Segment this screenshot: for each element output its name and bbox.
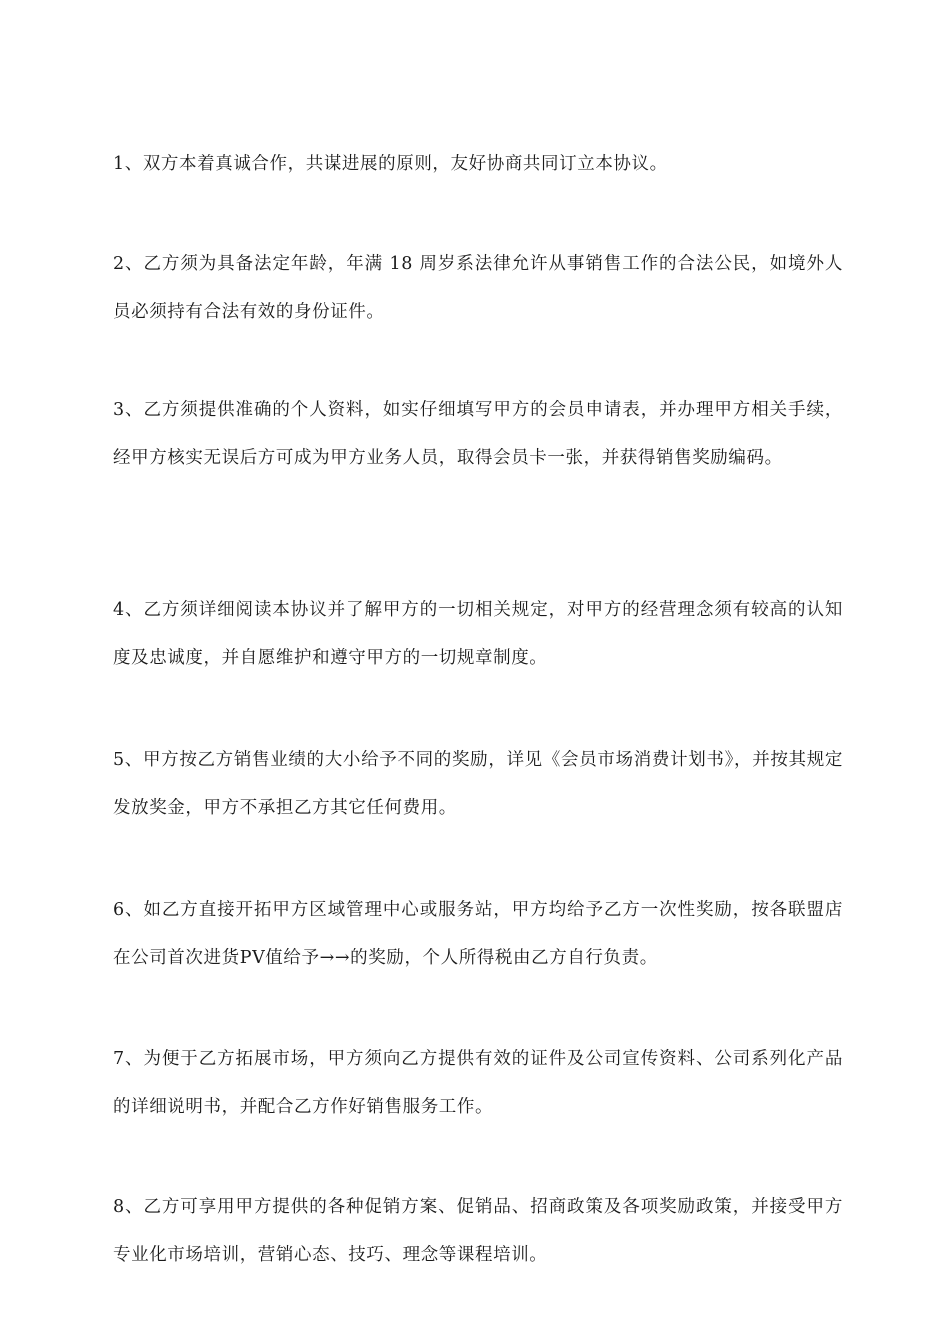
clause-3: 3、乙方须提供准确的个人资料，如实仔细填写甲方的会员申请表，并办理甲方相关手续，经甲方核实无误后方可成为甲方业务人员，取得会员卡一张，并获得销售奖励编码。 xyxy=(113,400,843,468)
clause-6: 6、如乙方直接开拓甲方区域管理中心或服务站，甲方均给予乙方一次性奖励，按各联盟店在公司首次进货PV值给予→→的奖励，个人所得税由乙方自行负责。 xyxy=(113,900,843,968)
clause-2: 2、乙方须为具备法定年龄，年满 18 周岁系法律允许从事销售工作的合法公民，如境外人员必须持有合法有效的身份证件。 xyxy=(113,254,843,322)
clause-1: 1、双方本着真诚合作，共谋进展的原则，友好协商共同订立本协议。 xyxy=(113,154,668,174)
clause-5: 5、甲方按乙方销售业绩的大小给予不同的奖励，详见《会员市场消费计划书》，并按其规定发放奖金，甲方不承担乙方其它任何费用。 xyxy=(113,750,843,818)
clause-4: 4、乙方须详细阅读本协议并了解甲方的一切相关规定，对甲方的经营理念须有较高的认知度及忠诚度，并自愿维护和遵守甲方的一切规章制度。 xyxy=(113,600,843,668)
clause-7: 7、为便于乙方拓展市场，甲方须向乙方提供有效的证件及公司宣传资料、公司系列化产品的详细说明书，并配合乙方作好销售服务工作。 xyxy=(113,1049,843,1117)
clause-8: 8、乙方可享用甲方提供的各种促销方案、促销品、招商政策及各项奖励政策，并接受甲方专业化市场培训，营销心态、技巧、理念等课程培训。 xyxy=(113,1197,843,1265)
